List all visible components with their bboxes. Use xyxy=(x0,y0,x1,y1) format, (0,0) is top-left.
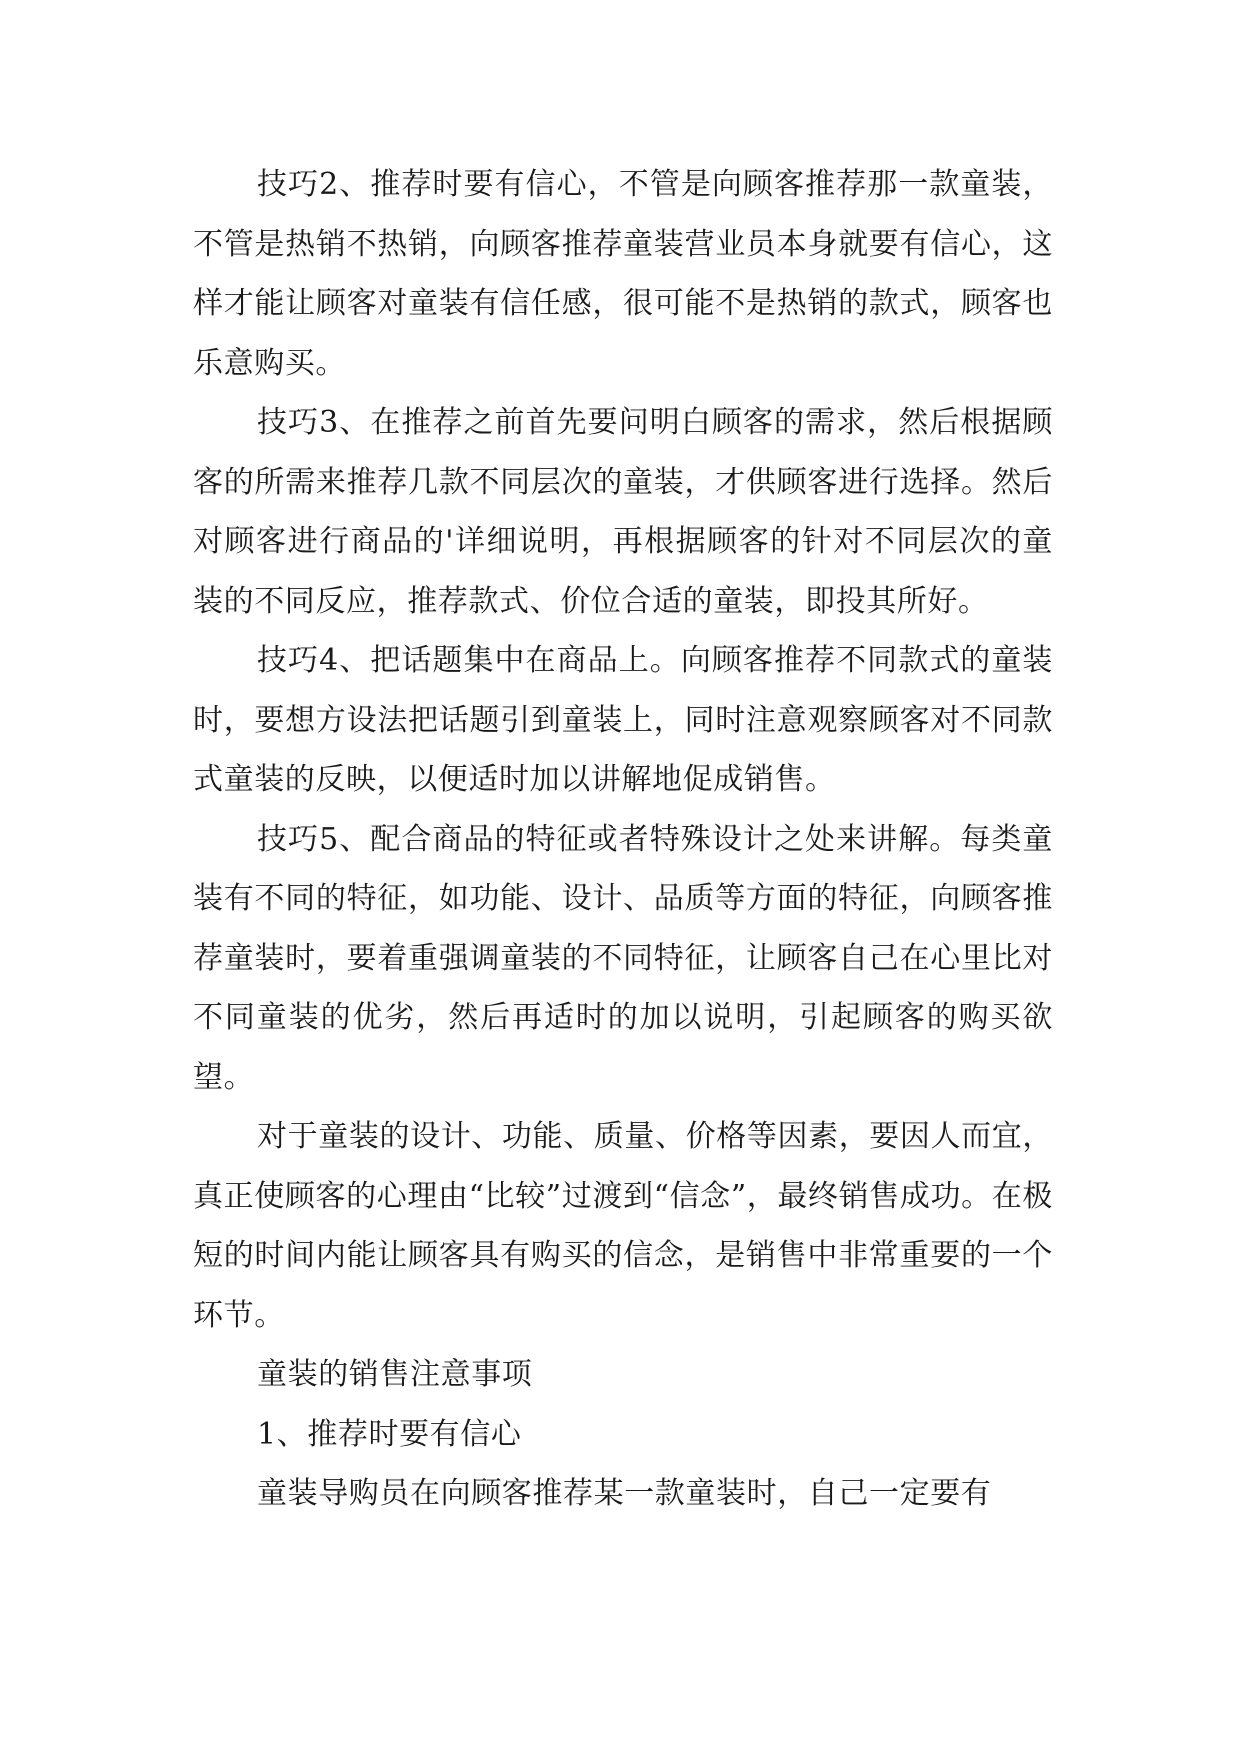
paragraph-tip-5: 技巧5、配合商品的特征或者特殊设计之处来讲解。每类童装有不同的特征，如功能、设计、品质等方面的特征，向顾客推荐童装时，要着重强调童装的不同特征，让顾客自己在心里比对不同童装的优劣，然后再适时的加以说明，引起顾客的购买欲望。 xyxy=(193,821,1053,1095)
paragraph-tip-2: 技巧2、推荐时要有信心，不管是向顾客推荐那一款童装，不管是热销不热销，向顾客推荐童装营业员本身就要有信心，这样才能让顾客对童装有信任感，很可能不是热销的款式，顾客也乐意购买。 xyxy=(193,167,1053,381)
paragraph-summary: 对于童装的设计、功能、质量、价格等因素，要因人而宜，真正使顾客的心理由“比较”过渡到“信念”，最终销售成功。在极短的时间内能让顾客具有购买的信念，是销售中非常重要的一个环节。 xyxy=(193,1119,1053,1333)
subheading-1: 1、推荐时要有信心 xyxy=(257,1416,522,1452)
paragraph-tip-3: 技巧3、在推荐之前首先要问明白顾客的需求，然后根据顾客的所需来推荐几款不同层次的童装，才供顾客进行选择。然后对顾客进行商品的'详细说明，再根据顾客的针对不同层次的童装的不同反应，推荐款式、价位合适的童装，即投其所好。 xyxy=(193,405,1053,619)
paragraph-confidence: 童装导购员在向顾客推荐某一款童装时，自己一定要有 xyxy=(257,1476,992,1511)
document-page xyxy=(193,155,1053,1524)
section-heading: 童装的销售注意事项 xyxy=(257,1357,533,1392)
paragraph-tip-4: 技巧4、把话题集中在商品上。向顾客推荐不同款式的童装时，要想方设法把话题引到童装上，同时注意观察顾客对不同款式童装的反映，以便适时加以讲解地促成销售。 xyxy=(193,643,1053,797)
